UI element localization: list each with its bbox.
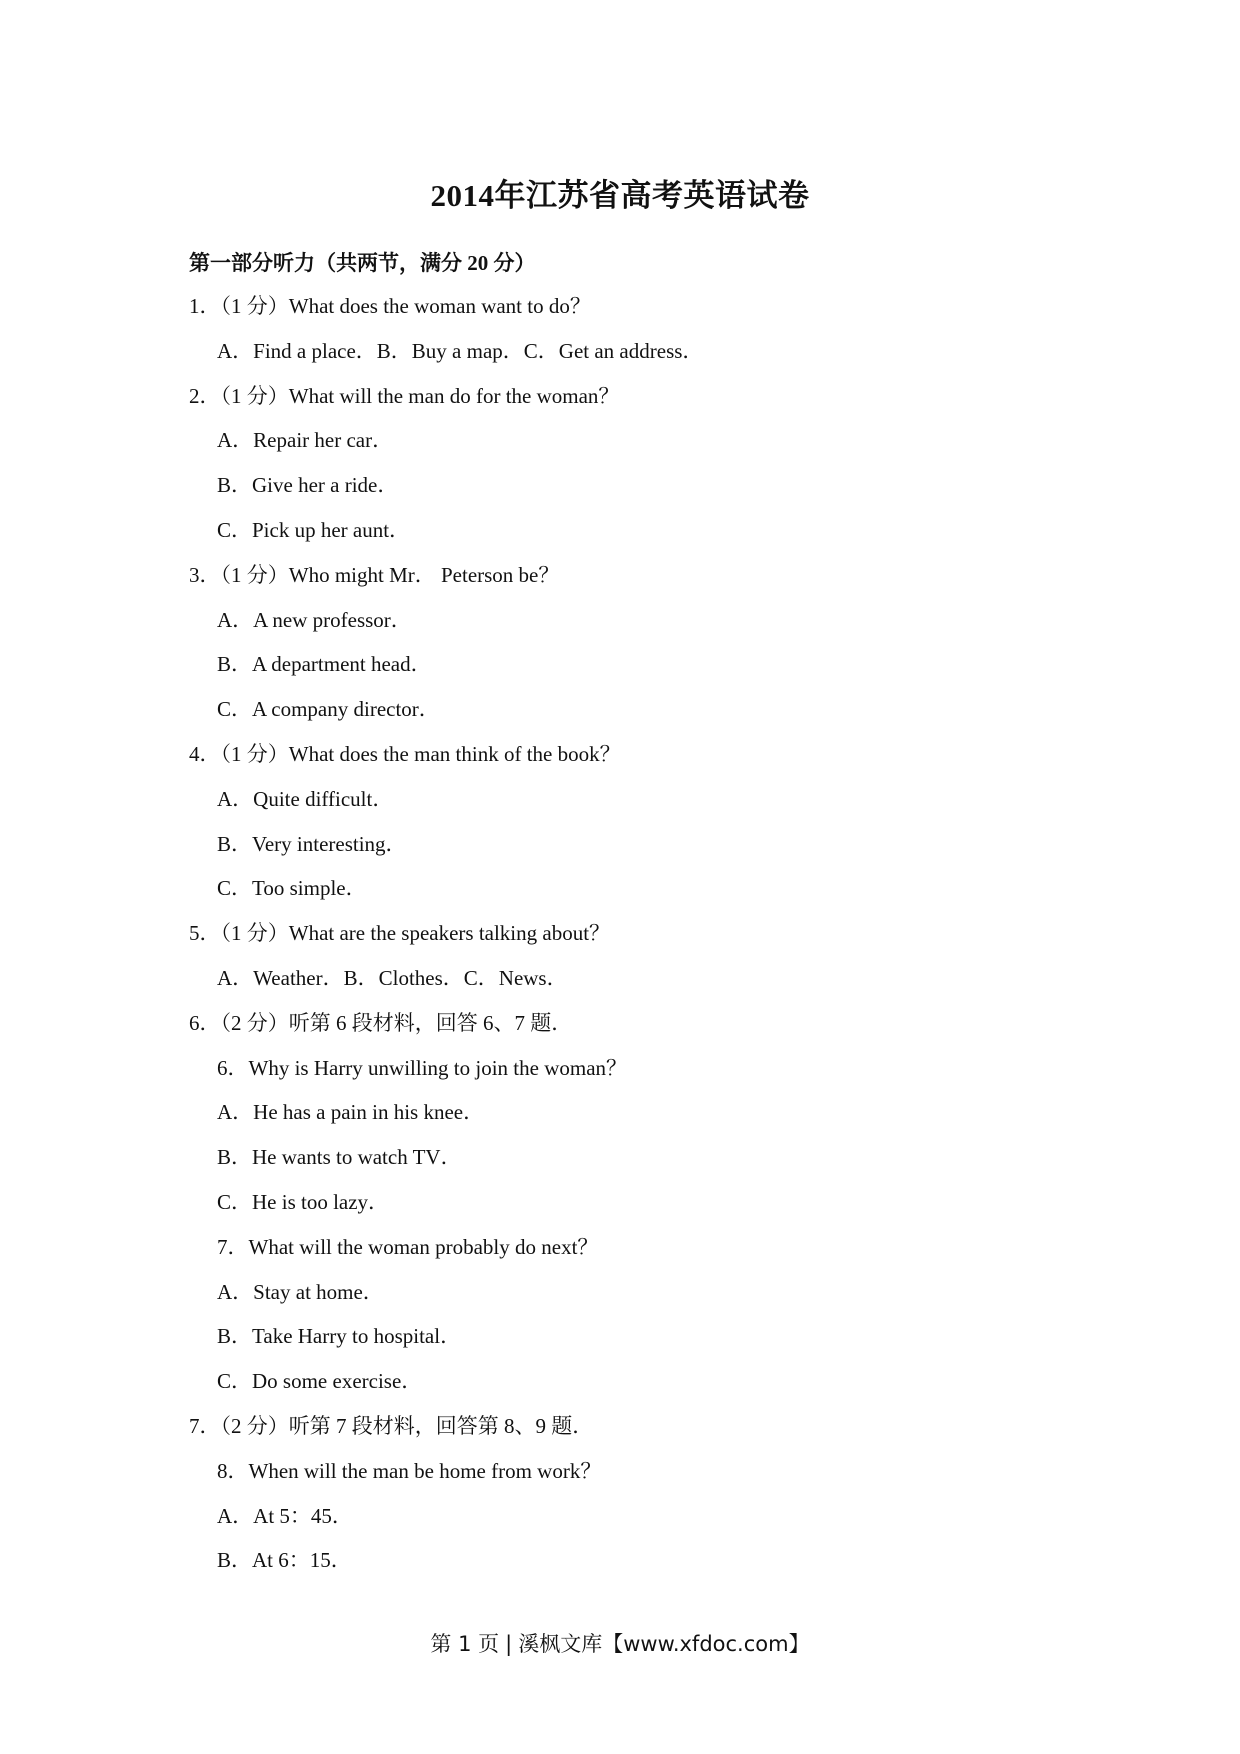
question-line: 6．（2 分）听第 6 段材料，回答 6、7 题． <box>189 1010 573 1035</box>
option-line: B．Very interesting． <box>217 831 407 856</box>
option-line: A．Quite difficult． <box>217 786 394 811</box>
option-line: B．He wants to watch TV． <box>217 1145 462 1170</box>
question-line: 1．（1 分）What does the woman want to do？ <box>189 294 591 318</box>
page-number: 第 1 页 <box>430 1632 500 1656</box>
option-line: B．Take Harry to hospital． <box>217 1324 462 1349</box>
option-line: A．At 5：45． <box>217 1503 353 1528</box>
option-line: A．Weather．B．Clothes．C．News． <box>217 965 568 990</box>
option-line: C．Do some exercise． <box>217 1369 423 1394</box>
option-line: A．He has a pain in his knee． <box>217 1100 485 1125</box>
option-line: C．A company director． <box>217 697 440 722</box>
section-heading: 第一部分听力（共两节，满分 20 分） <box>189 251 536 275</box>
option-line: C．Pick up her aunt． <box>217 517 411 542</box>
option-line: 8．When will the man be home from work？ <box>217 1458 602 1483</box>
question-list <box>189 292 1089 1591</box>
question-line: 3．（1 分）Who might Mr． Peterson be？ <box>189 562 560 587</box>
option-line: B．At 6：15． <box>217 1548 352 1573</box>
question-line: 4．（1 分）What does the man think of the book？ <box>189 741 621 766</box>
option-line: A．Repair her car． <box>217 428 394 453</box>
option-line: B．A department head． <box>217 652 432 677</box>
option-line: 6．Why is Harry unwilling to join the woman？ <box>217 1055 628 1080</box>
footer-source: 溪枫文库【www.xfdoc.com】 <box>518 1632 810 1656</box>
option-line: B．Give her a ride． <box>217 473 399 498</box>
question-line: 7．（2 分）听第 7 段材料，回答第 8、9 题． <box>189 1413 594 1438</box>
option-line: A．Stay at home． <box>217 1279 384 1304</box>
footer-separator: | <box>505 1632 513 1656</box>
question-line: 5．（1 分）What are the speakers talking about？ <box>189 921 611 946</box>
document-title: 2014年江苏省高考英语试卷 <box>430 178 810 213</box>
option-line: A．Find a place．B．Buy a map．C．Get an address． <box>217 338 704 363</box>
option-line: 7．What will the woman probably do next？ <box>217 1234 599 1259</box>
option-line: A．A new professor． <box>217 607 412 632</box>
page-footer <box>0 1628 1240 1658</box>
option-line: C．Too simple． <box>217 876 367 901</box>
option-line: C．He is too lazy． <box>217 1189 390 1214</box>
question-line: 2．（1 分）What will the man do for the woman？ <box>189 383 620 408</box>
